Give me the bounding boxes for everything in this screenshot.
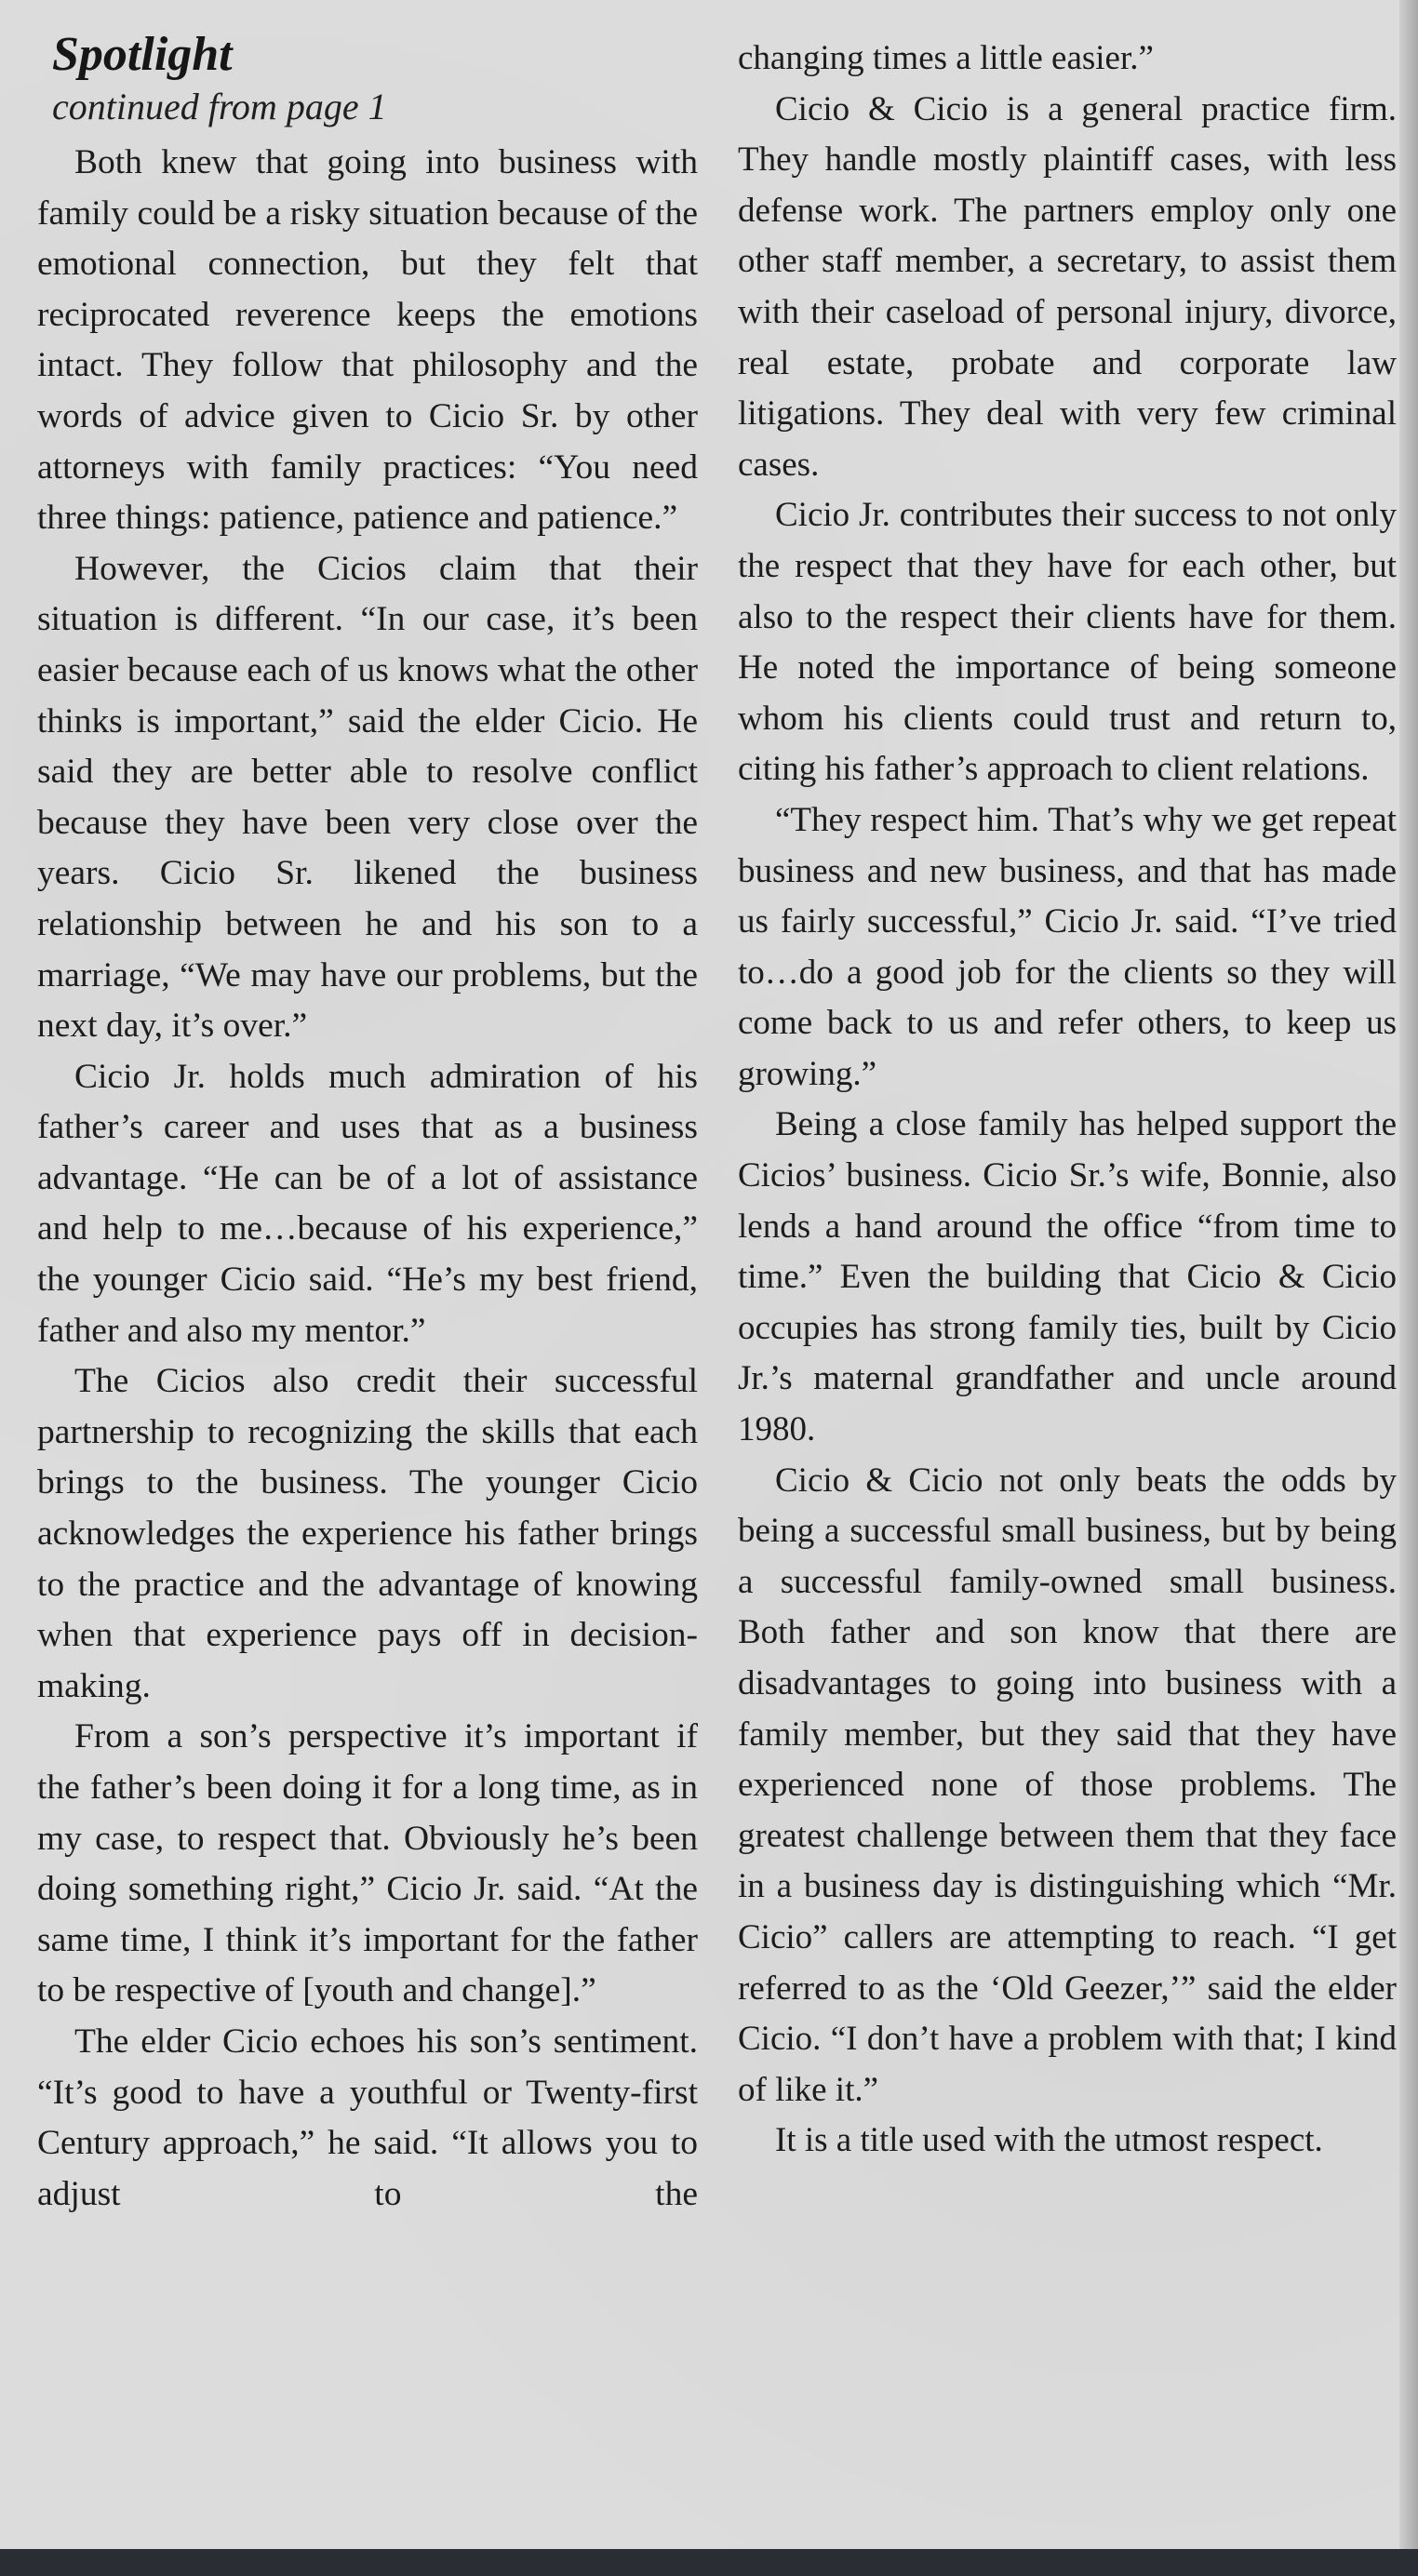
paragraph: However, the Cicios claim that their situation is different. “In our case, it’s been easier because each of us knows what the other thinks is important,” said the elder Cicio. He said they are better able to resolve conflict because they have been very close over the years. Cicio Sr. likened the business relationship between he and his son to a marriage, “We may have our problems, but the next day, it’s over.” — [37, 549, 698, 1046]
paragraph: Being a close family has helped support the Cicios’ business. Cicio Sr.’s wife, Bonnie, also lends a hand around the office “from time to time.” Even the building that Cicio & Cicio occupies has strong family ties, built by Cicio Jr.’s maternal grandfather and uncle around 1980. — [738, 1105, 1397, 1449]
paragraph: The elder Cicio echoes his son’s sentiment. “It’s good to have a youthful or Twenty-first Century approach,” he said. “It allows you to adjust to the — [37, 2022, 698, 2213]
paragraph: It is a title used with the utmost respect. — [775, 2121, 1323, 2160]
paragraph: Both knew that going into business with family could be a risky situation because of the emotional connection, but they felt that reciprocated reverence keeps the emotions intact. They follow that philosophy and the words of advice given to Cicio Sr. by other attorneys with family practices: “You need three things: patience, patience and patience.” — [37, 143, 698, 538]
paragraph: Cicio Jr. contributes their success to not only the respect that they have for each other, but also to the respect their clients have for them. He noted the importance of being someone whom his clients could trust and return to, citing his father’s approach to client relations. — [738, 496, 1397, 789]
continued-line: continued from page 1 — [52, 86, 387, 127]
paragraph: “They respect him. That’s why we get repeat business and new business, and that has made us fairly successful,” Cicio Jr. said. “I’ve tried to…do a good job for the clients so they will come back to us and refer others, to keep us growing.” — [738, 800, 1397, 1093]
left-column — [37, 0, 698, 2220]
section-kicker: Spotlight — [52, 28, 233, 81]
paragraph: Cicio & Cicio not only beats the odds by being a successful small business, but by being a successful family-owned small business. Both father and son know that there are disadvantages to going into business with a family member, but they said that they have experienced none of those problems. The greatest challenge between them that they face in a business day is distinguishing which “Mr. Cicio” callers are attempting to reach. “I get referred to as the ‘Old Geezer,’” said the elder Cicio. “I don’t have a problem with that; I kind of like it.” — [738, 1461, 1397, 2109]
paragraph: From a son’s perspective it’s important if the father’s been doing it for a long time, as in my case, to respect that. Obviously he’s been doing something right,” Cicio Jr. said. “At the same time, I think it’s important for the father to be respective of [youth and change].” — [37, 1717, 698, 2010]
paper-edge-shadow — [1399, 0, 1418, 2549]
paragraph-continuation: changing times a little easier.” — [738, 39, 1154, 77]
paragraph: The Cicios also credit their successful partnership to recognizing the skills that each brings to the business. The younger Cicio acknowledges the experience his father brings to the practice and the advantage of knowing when that experience pays off in decision-making. — [37, 1362, 698, 1705]
paragraph: Cicio Jr. holds much admiration of his father’s career and uses that as a business advantage. “He can be of a lot of assistance and help to me…because of his experience,” the younger Cicio said. “He’s my best friend, father and also my mentor.” — [37, 1057, 698, 1350]
paragraph: Cicio & Cicio is a general practice firm. They handle mostly plaintiff cases, with less defense work. The partners employ only one other staff member, a secretary, to assist them with their caseload of personal injury, divorce, real estate, probate and corporate law litigations. They deal with very few criminal cases. — [738, 89, 1397, 484]
right-column — [738, 0, 1397, 2167]
